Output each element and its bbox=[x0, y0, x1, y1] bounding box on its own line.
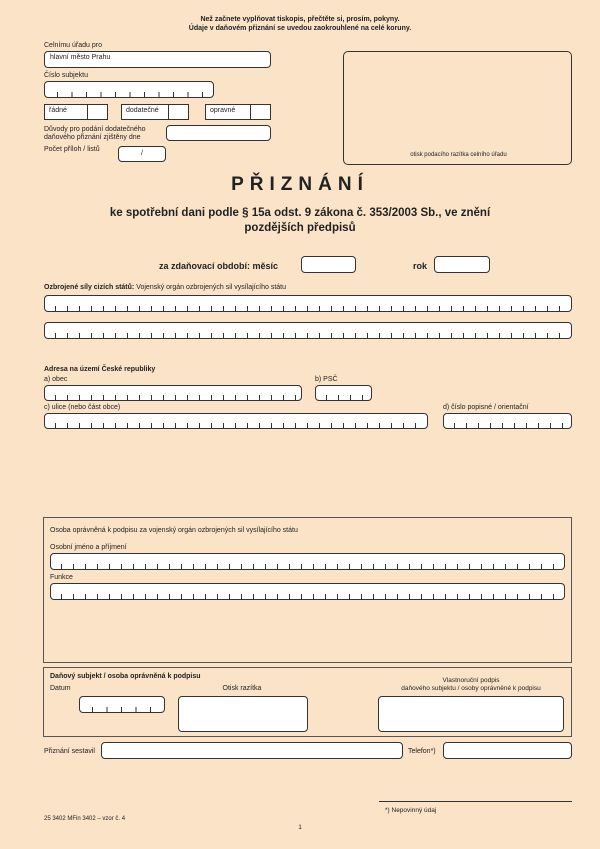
type-option-dodatecne[interactable] bbox=[121, 104, 189, 120]
footnote: *) Nepovinný údaj bbox=[385, 807, 437, 814]
armed-forces-label-bold: Ozbrojené síly cizích států: bbox=[44, 284, 135, 291]
page-number: 1 bbox=[298, 824, 302, 831]
authorized-section bbox=[43, 517, 572, 663]
stamp-area bbox=[343, 51, 572, 165]
signature-heading: Daňový subjekt / osoba oprávněná k podpisu bbox=[50, 673, 201, 680]
authorized-function-input[interactable] bbox=[50, 583, 565, 600]
signature-section bbox=[43, 667, 572, 737]
subject-number-input[interactable] bbox=[44, 81, 214, 98]
type-option-opravne-label: opravné bbox=[210, 107, 236, 114]
type-option-dodatecne-checkbox[interactable] bbox=[168, 105, 188, 119]
address-ulice-label: c) ulice (nebo část obce) bbox=[44, 404, 121, 411]
address-psc-input[interactable] bbox=[315, 385, 372, 401]
signature-stamp-box[interactable] bbox=[178, 696, 308, 732]
address-ulice-input[interactable] bbox=[44, 413, 428, 429]
authorized-name-label: Osobní jméno a příjmení bbox=[50, 544, 127, 551]
type-option-opravne[interactable] bbox=[205, 104, 271, 120]
form-code: 25 3402 MFin 3402 – vzor č. 4 bbox=[44, 816, 126, 822]
armed-forces-label-rest: Vojenský orgán ozbrojených sil vysílajícího státu bbox=[134, 284, 286, 291]
period-year-label: rok bbox=[413, 261, 428, 271]
subtitle-line-2: pozdějších předpisů bbox=[244, 222, 356, 234]
reasons-label-2: daňového přiznání zjištěny dne bbox=[44, 134, 141, 141]
phone-input[interactable] bbox=[443, 742, 572, 759]
header-line-2: Údaje v daňovém přiznání se uvedou zaokrouhlené na celé koruny. bbox=[188, 25, 412, 32]
armed-forces-label bbox=[44, 284, 286, 291]
address-psc-label: b) PSČ bbox=[315, 376, 338, 383]
attachments-separator: / bbox=[141, 150, 143, 157]
address-cislo-label: d) číslo popisné / orientační bbox=[443, 404, 529, 411]
page-title: PŘIZNÁNÍ bbox=[231, 174, 369, 195]
attachments-input[interactable] bbox=[118, 146, 166, 162]
period-month-input[interactable] bbox=[301, 256, 356, 273]
subject-number-label: Číslo subjektu bbox=[44, 72, 88, 79]
signature-date-label: Datum bbox=[50, 685, 71, 692]
subtitle-line-1: ke spotřební dani podle § 15a odst. 9 zákona č. 353/2003 Sb., ve znění bbox=[109, 207, 491, 219]
phone-label: Telefon*) bbox=[408, 748, 436, 755]
signature-sign-label-1: Vlastnoruční podpis bbox=[442, 677, 500, 684]
attachments-label: Počet příloh / listů bbox=[44, 146, 100, 153]
address-cislo-input[interactable] bbox=[443, 413, 572, 429]
signature-stamp-label: Otisk razítka bbox=[222, 685, 262, 692]
address-obec-input[interactable] bbox=[44, 385, 302, 401]
authorized-heading: Osoba oprávněná k podpisu za vojenský orgán ozbrojených sil vysílajícího státu bbox=[50, 527, 298, 534]
period-label: za zdaňovací období: měsíc bbox=[159, 261, 279, 271]
period-year-input[interactable] bbox=[434, 256, 490, 273]
type-option-dodatecne-label: dodatečné bbox=[126, 107, 159, 114]
address-obec-label: a) obec bbox=[44, 376, 68, 383]
type-option-radne-label: řádné bbox=[49, 107, 67, 114]
reasons-label-1: Důvody pro podání dodatečného bbox=[44, 126, 146, 133]
office-label: Celnímu úřadu pro bbox=[44, 42, 102, 49]
authorized-function-label: Funkce bbox=[50, 574, 73, 581]
type-option-radne-checkbox[interactable] bbox=[87, 105, 107, 119]
authorized-name-input[interactable] bbox=[50, 553, 565, 570]
office-value: hlavní město Prahu bbox=[50, 54, 111, 61]
armed-forces-input-1[interactable] bbox=[44, 295, 572, 312]
header-line-1: Než začnete vyplňovat tiskopis, přečtěte si, prosím, pokyny. bbox=[200, 16, 400, 23]
office-input[interactable] bbox=[44, 51, 271, 68]
prepared-by-label: Přiznání sestavil bbox=[44, 748, 95, 755]
type-option-radne[interactable] bbox=[44, 104, 108, 120]
armed-forces-input-2[interactable] bbox=[44, 322, 572, 339]
prepared-by-input[interactable] bbox=[101, 742, 403, 759]
type-option-opravne-checkbox[interactable] bbox=[250, 105, 270, 119]
signature-date-input[interactable] bbox=[79, 696, 165, 713]
footnote-divider bbox=[379, 801, 572, 802]
reasons-date-input[interactable] bbox=[166, 125, 271, 141]
address-heading: Adresa na území České republiky bbox=[44, 366, 156, 373]
stamp-area-label: otisk podacího razítka celního úřadu bbox=[410, 152, 507, 158]
signature-sign-box[interactable] bbox=[378, 696, 564, 732]
signature-sign-label-2: daňového subjektu / osoby oprávněné k podpisu bbox=[401, 685, 541, 692]
